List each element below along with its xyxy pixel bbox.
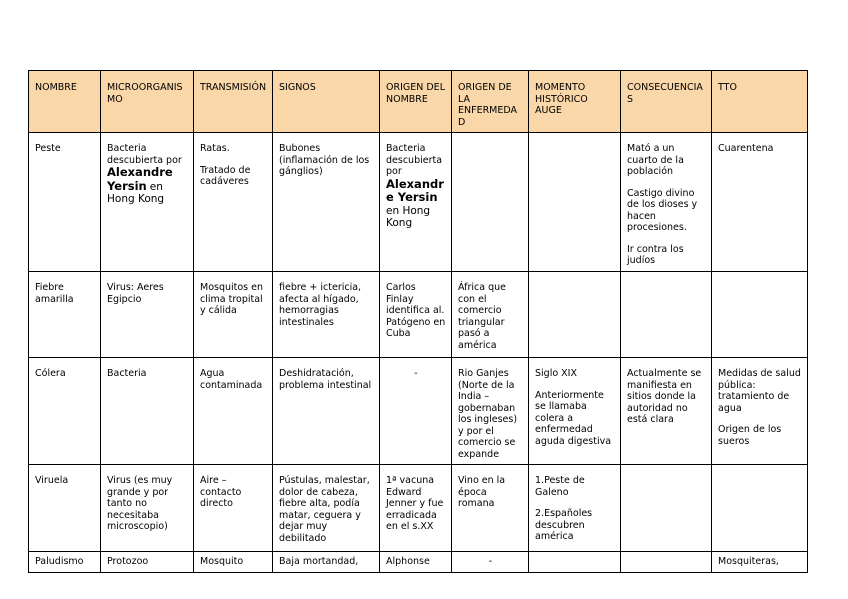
cell-transmision: Aire – contacto directo <box>194 465 273 552</box>
paragraph: Anteriormente se llamaba colera a enfermedad aguda digestiva <box>535 389 612 447</box>
cell-origen-nombre: Alphonse <box>380 552 452 573</box>
paragraph: Mató a un cuarto de la población <box>627 143 684 177</box>
cell-microorganismo: Protozoo <box>101 552 194 573</box>
table-row <box>29 465 808 552</box>
diseases-table <box>28 70 808 573</box>
cell-origen-nombre: 1ª vacuna Edward Jenner y fue erradicada en el s.XX <box>380 465 452 552</box>
cell-nombre: Paludismo <box>29 552 101 573</box>
cell-origen-nombre: Carlos Finlay identifica al. Patógeno en Cuba <box>380 272 452 358</box>
cell-microorganismo <box>101 133 194 272</box>
header-signos: SIGNOS <box>273 71 380 133</box>
cell-transmision: Agua contaminada <box>194 358 273 465</box>
cell-origen-enfermedad: África que con el comercio triangular pasó a américa <box>452 272 529 358</box>
cell-tto: Mosquiteras, <box>712 552 808 573</box>
cell-nombre: Peste <box>29 133 101 272</box>
table-row <box>29 133 808 272</box>
header-origen-enfermedad: ORIGEN DE LA ENFERMEDAD <box>452 71 529 133</box>
cell-momento-historico <box>529 272 621 358</box>
paragraph: Castigo divino de los dioses y hacen procesiones. <box>627 187 698 233</box>
cell-transmision: Mosquito <box>194 552 273 573</box>
cell-signos: Deshidratación, problema intestinal <box>273 358 380 465</box>
cell-microorganismo: Virus: Aeres Egipcio <box>101 272 194 358</box>
cell-origen-nombre: - <box>380 358 452 465</box>
cell-tto <box>712 358 808 465</box>
cell-consecuencias: Actualmente se manifiesta en sitios donde la autoridad no está clara <box>621 358 712 465</box>
cell-signos: Pústulas, malestar, dolor de cabeza, fiebre alta, podía matar, ceguera y dejar muy debilitado <box>273 465 380 552</box>
origen-bold: Alexandre Yersin <box>386 176 444 204</box>
cell-nombre: Cólera <box>29 358 101 465</box>
paragraph: 2.Españoles descubren américa <box>535 508 593 542</box>
header-consecuencias: CONSECUENCIAS <box>621 71 712 133</box>
cell-microorganismo: Bacteria <box>101 358 194 465</box>
table-row <box>29 272 808 358</box>
paragraph: Medidas de salud pública: tratamiento de agua <box>718 368 801 414</box>
cell-origen-enfermedad: Vino en la época romana <box>452 465 529 552</box>
cell-consecuencias <box>621 133 712 272</box>
cell-transmision <box>194 133 273 272</box>
origen-text: Bacteria descubierta por <box>386 143 443 177</box>
cell-tto <box>712 465 808 552</box>
origen-text-post: en Hong Kong <box>386 204 431 229</box>
paragraph: Ratas. <box>200 143 230 154</box>
cell-transmision: Mosquitos en clima tropital y cálida <box>194 272 273 358</box>
cell-signos: Baja mortandad, <box>273 552 380 573</box>
paragraph: Tratado de cadáveres <box>200 164 251 187</box>
header-row <box>29 71 808 133</box>
header-microorganismo: MICROORGANISMO <box>101 71 194 133</box>
cell-momento-historico <box>529 358 621 465</box>
cell-signos: Bubones (inflamación de los gánglios) <box>273 133 380 272</box>
cell-nombre: Viruela <box>29 465 101 552</box>
header-tto: TTO <box>712 71 808 133</box>
cell-tto: Cuarentena <box>712 133 808 272</box>
header-transmision: TRANSMISIÓN <box>194 71 273 133</box>
cell-origen-enfermedad <box>452 133 529 272</box>
table-row <box>29 552 808 573</box>
table-row <box>29 358 808 465</box>
header-momento-historico: MOMENTO HISTÓRICO AUGE <box>529 71 621 133</box>
paragraph: Ir contra los judíos <box>627 243 684 266</box>
header-nombre: NOMBRE <box>29 71 101 133</box>
micro-text: Bacteria descubierta por <box>107 143 182 166</box>
paragraph: Siglo XIX <box>535 368 577 379</box>
cell-consecuencias <box>621 465 712 552</box>
cell-signos: fiebre + ictericia, afecta al hígado, hemorragias intestinales <box>273 272 380 358</box>
cell-tto <box>712 272 808 358</box>
cell-origen-enfermedad: Rio Ganjes (Norte de la India – gobernaban los ingleses) y por el comercio se expande <box>452 358 529 465</box>
paragraph: 1.Peste de Galeno <box>535 475 585 498</box>
header-origen-nombre: ORIGEN DEL NOMBRE <box>380 71 452 133</box>
cell-consecuencias <box>621 552 712 573</box>
cell-momento-historico <box>529 552 621 573</box>
cell-nombre: Fiebre amarilla <box>29 272 101 358</box>
micro-bold: Alexandre Yersin <box>107 165 173 193</box>
cell-momento-historico <box>529 133 621 272</box>
micro-text-post: en Hong Kong <box>107 180 165 205</box>
cell-origen-nombre <box>380 133 452 272</box>
cell-origen-enfermedad: - <box>452 552 529 573</box>
cell-microorganismo: Virus (es muy grande y por tanto no necesitaba microscopio) <box>101 465 194 552</box>
cell-momento-historico <box>529 465 621 552</box>
cell-consecuencias <box>621 272 712 358</box>
paragraph: Origen de los sueros <box>718 424 782 447</box>
